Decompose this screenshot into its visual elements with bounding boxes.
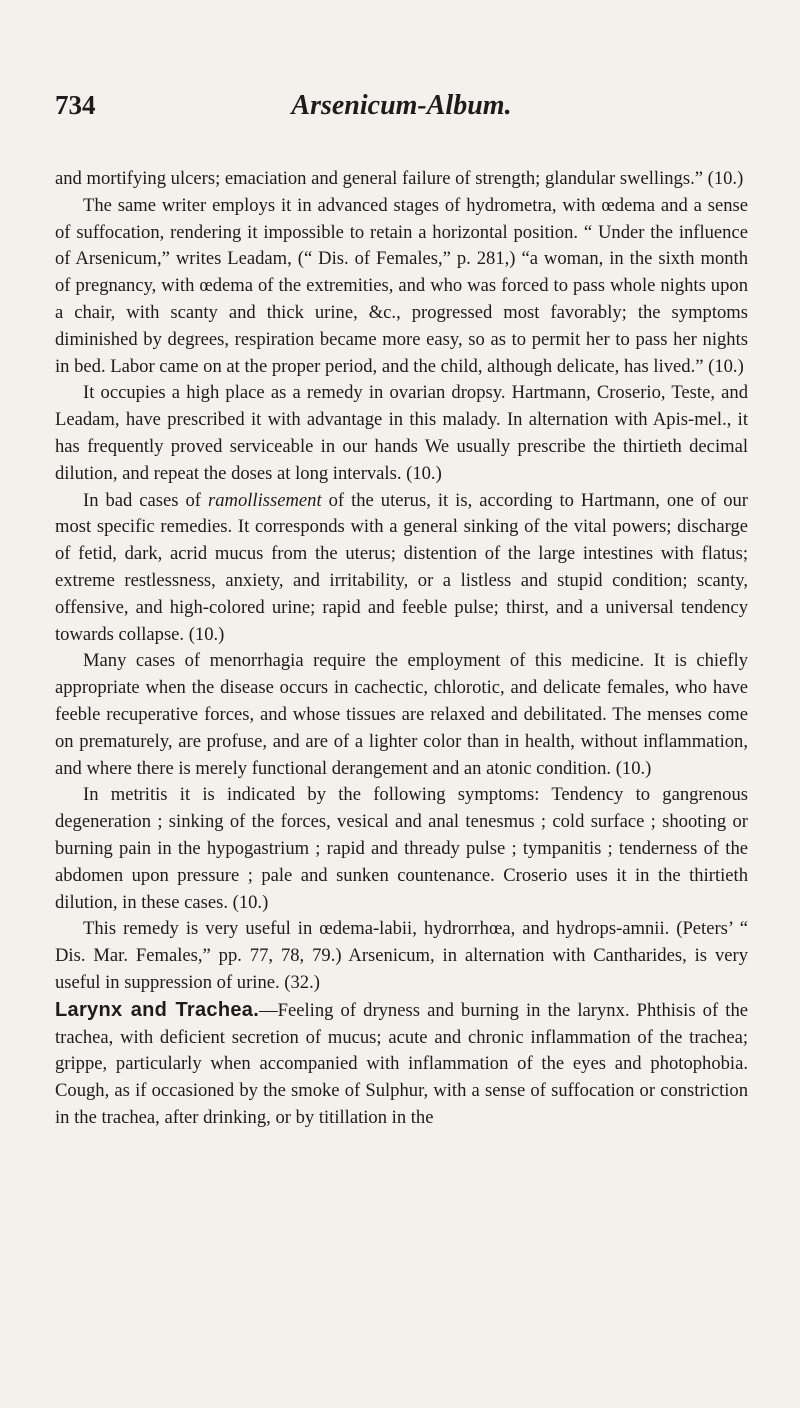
text-run: In bad cases of	[83, 489, 208, 511]
text-run: and mortifying ulcers; emaciation and general failure of strength; glandular swellings.” (10.)	[55, 168, 744, 189]
paragraph-p5	[55, 648, 748, 782]
text-run: Many cases of menorrhagia require the employment of this medicine. It is chiefly appropriate when the disease occurs in cachectic, chlorotic, and delicate females, who have feeble recuperative forces, and whose tissues are relaxed and debilitated. The menses come on prematurely, are profuse, and are of a lighter color than in health, without inflammation, and where there is merely functional derangement and an atonic condition. (10.)	[55, 650, 748, 779]
text-run: of the uterus, it is, according to Hartmann, one of our most specific remedies. It corresponds with a general sinking of the vital powers; discharge of fetid, dark, acrid mucus from the uterus; distention of the large intestines with flatus; extreme restlessness, anxiety, and irritability, or a listless and stupid condition; scanty, offensive, and high-colored urine; rapid and feeble pulse; thirst, and a universal tendency towards collapse. (10.)	[55, 489, 748, 645]
text-run: The same writer employs it in advanced stages of hydrometra, with œdema and a sense of suffocation, rendering it impossible to retain a horizontal position. “ Under the influence of Arsenicum,” writes Leadam, (“ Dis. of Females,” p. 281,) “a woman, in the sixth month of pregnancy, with œdema of the extremities, and who was forced to pass whole nights upon a chair, with scanty and thick urine, &c., progressed most favorably; the symptoms diminished by degrees, respiration became more easy, so as to permit her to pass her nights in bed. Labor came on at the proper period, and the child, although delicate, has lived.” (10.)	[55, 194, 748, 377]
paragraph-p6	[55, 782, 748, 916]
text-run: It occupies a high place as a remedy in ovarian dropsy. Hartmann, Croserio, Teste, and Leadam, have prescribed it with advantage in this malady. In alternation with Apis-mel., it has frequently proved serviceable in our hands We usually prescribe the thirtieth decimal dilution, and repeat the doses at long intervals. (10.)	[55, 382, 748, 484]
page-number: 734	[55, 90, 96, 120]
paragraph-p4	[55, 488, 748, 649]
paragraph-p3	[55, 380, 748, 487]
text-run: This remedy is very useful in œdema-labii, hydrorrhœa, and hydrops-amnii. (Peters’ “ Dis. Mar. Females,” pp. 77, 78, 79.) Arsenicum, in alternation with Cantharides, is very useful in suppression of urine. (32.)	[55, 918, 748, 993]
body-text	[55, 166, 748, 1132]
running-title: Arsenicum-Album.	[291, 90, 512, 121]
section-heading: Larynx and Trachea.	[55, 998, 260, 1021]
paragraph-p1	[55, 166, 748, 193]
running-head	[55, 90, 748, 134]
text-run: —Feeling of dryness and burning in the larynx. Phthisis of the trachea, with deficient secretion of mucus; acute and chronic inflammation of the trachea; grippe, particularly when accompanied with inflammation of the eyes and photophobia. Cough, as if occasioned by the smoke of Sulphur, with a sense of suffocation or constriction in the trachea, after drinking, or by titillation in the	[55, 999, 748, 1128]
italic-term: ramollissement	[208, 489, 322, 511]
paragraph-p2	[55, 193, 748, 381]
paragraph-p8	[55, 997, 748, 1132]
text-run: In metritis it is indicated by the following symptoms: Tendency to gangrenous degeneration ; sinking of the forces, vesical and anal tenesmus ; cold surface ; shooting or burning pain in the hypogastrium ; rapid and thready pulse ; tympanitis ; tenderness of the abdomen upon pressure ; pale and sunken countenance. Croserio uses it in the thirtieth dilution, in these cases. (10.)	[55, 784, 748, 913]
paragraph-p7	[55, 916, 748, 996]
